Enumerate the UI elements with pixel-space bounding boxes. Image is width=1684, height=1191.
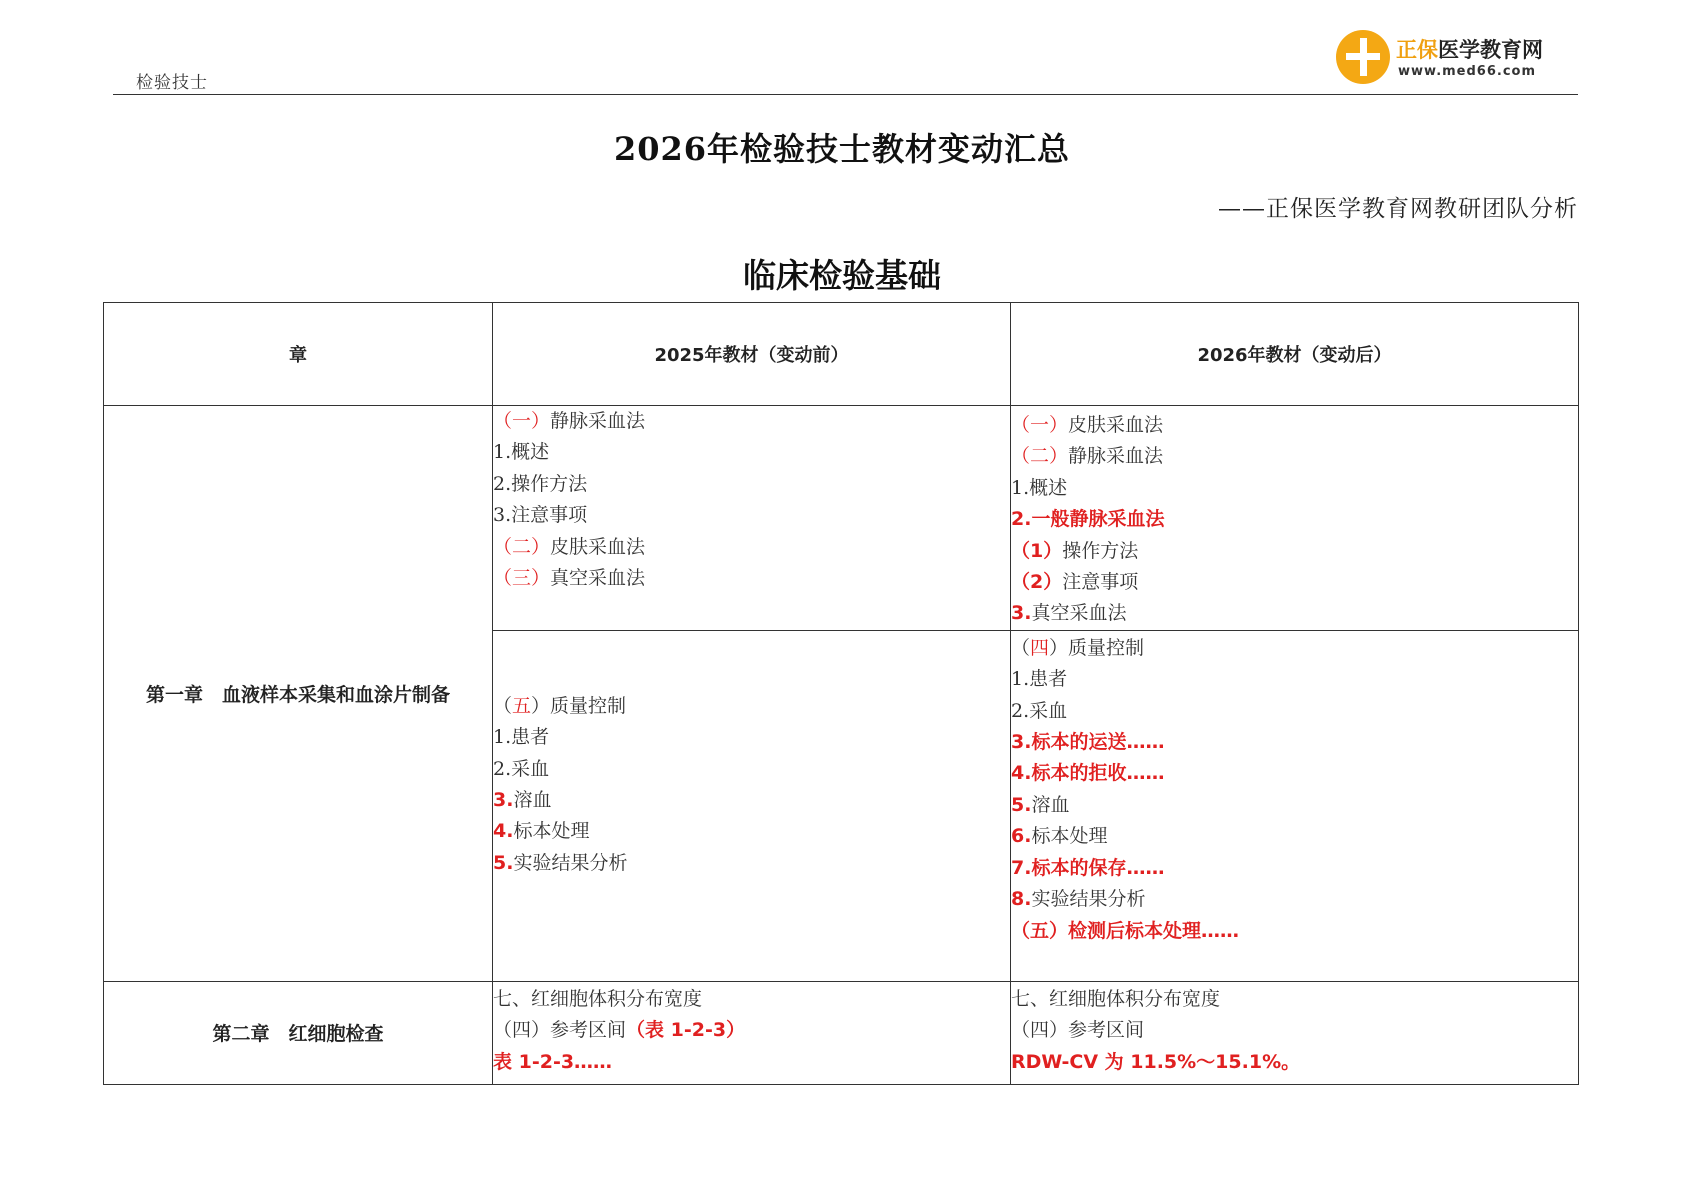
list-item: 4.标本的拒收…… — [1011, 762, 1165, 785]
document-title: 2026年检验技士教材变动汇总 — [613, 130, 1071, 168]
list-item: （2）注意事项 — [1011, 571, 1139, 594]
list-item: 4.标本处理 — [493, 820, 590, 843]
header-before: 2025年教材（变动前） — [493, 303, 1011, 406]
document-subtitle: ——正保医学教育网教研团队分析 — [1218, 196, 1578, 222]
list-item: 3.注意事项 — [493, 504, 588, 527]
comparison-table — [103, 302, 1579, 1085]
table-row — [104, 981, 1579, 1084]
list-item: （三）真空采血法 — [493, 567, 646, 590]
header-divider — [113, 94, 1578, 95]
ch2-before — [493, 981, 1011, 1084]
list-item: （五）质量控制 — [493, 694, 627, 717]
list-item: 表 1-2-3…… — [493, 1050, 613, 1073]
list-item: 2.采血 — [1011, 699, 1068, 722]
list-item: （一）静脉采血法 — [493, 410, 646, 432]
list-item: 1.患者 — [493, 726, 550, 749]
header-chapter: 章 — [104, 303, 493, 406]
logo-name-accent: 正保 — [1396, 38, 1438, 62]
section-title: 临床检验基础 — [743, 256, 941, 295]
list-item: （四）质量控制 — [1011, 636, 1145, 659]
list-item: 2.采血 — [493, 757, 550, 780]
list-item: 3.真空采血法 — [1011, 602, 1127, 625]
list-item: 1.概述 — [1011, 476, 1068, 499]
list-item: 2.一般静脉采血法 — [1011, 508, 1165, 531]
list-item: 3.标本的运送…… — [1011, 731, 1165, 754]
list-item: 七、红细胞体积分布宽度 — [493, 987, 703, 1010]
brand-logo — [1336, 30, 1558, 86]
list-item: （四）参考区间（表 1-2-3） — [493, 1019, 746, 1042]
logo-cross-icon — [1336, 30, 1390, 84]
list-item: （四）参考区间 — [1011, 1019, 1145, 1042]
table-row — [104, 406, 1579, 631]
list-item: 3.溶血 — [493, 789, 552, 812]
chapter-2-cell: 第二章 红细胞检查 — [104, 981, 493, 1084]
list-item: 1.患者 — [1011, 668, 1068, 691]
header-after: 2026年教材（变动后） — [1011, 303, 1579, 406]
list-item: （二）皮肤采血法 — [493, 535, 646, 558]
list-item: 2.操作方法 — [493, 472, 588, 495]
list-item: （二）静脉采血法 — [1011, 445, 1164, 468]
list-item: （五）检测后标本处理…… — [1011, 919, 1240, 942]
list-item: （1）操作方法 — [1011, 539, 1139, 562]
list-item: 5.溶血 — [1011, 793, 1070, 816]
list-item: 七、红细胞体积分布宽度 — [1011, 987, 1221, 1010]
ch1-before-quality — [493, 630, 1011, 981]
header-label: 检验技士 — [136, 73, 208, 93]
logo-name — [1396, 34, 1543, 64]
ch1-after-quality — [1011, 630, 1579, 981]
list-item: 1.概述 — [493, 441, 550, 464]
list-item: （一）皮肤采血法 — [1011, 414, 1164, 436]
ch2-after — [1011, 981, 1579, 1084]
ch1-before-collection — [493, 406, 1011, 631]
list-item: 6.标本处理 — [1011, 825, 1108, 848]
list-item: 7.标本的保存…… — [1011, 856, 1165, 879]
list-item: RDW-CV 为 11.5%～15.1%。 — [1011, 1050, 1301, 1073]
table-header-row — [104, 303, 1579, 406]
list-item: 8.实验结果分析 — [1011, 888, 1146, 911]
logo-name-rest: 医学教育网 — [1438, 38, 1543, 62]
list-item: 5.实验结果分析 — [493, 851, 628, 874]
logo-url: www.med66.com — [1398, 64, 1537, 79]
ch1-after-collection — [1011, 406, 1579, 631]
chapter-1-cell: 第一章 血液样本采集和血涂片制备 — [104, 406, 493, 982]
